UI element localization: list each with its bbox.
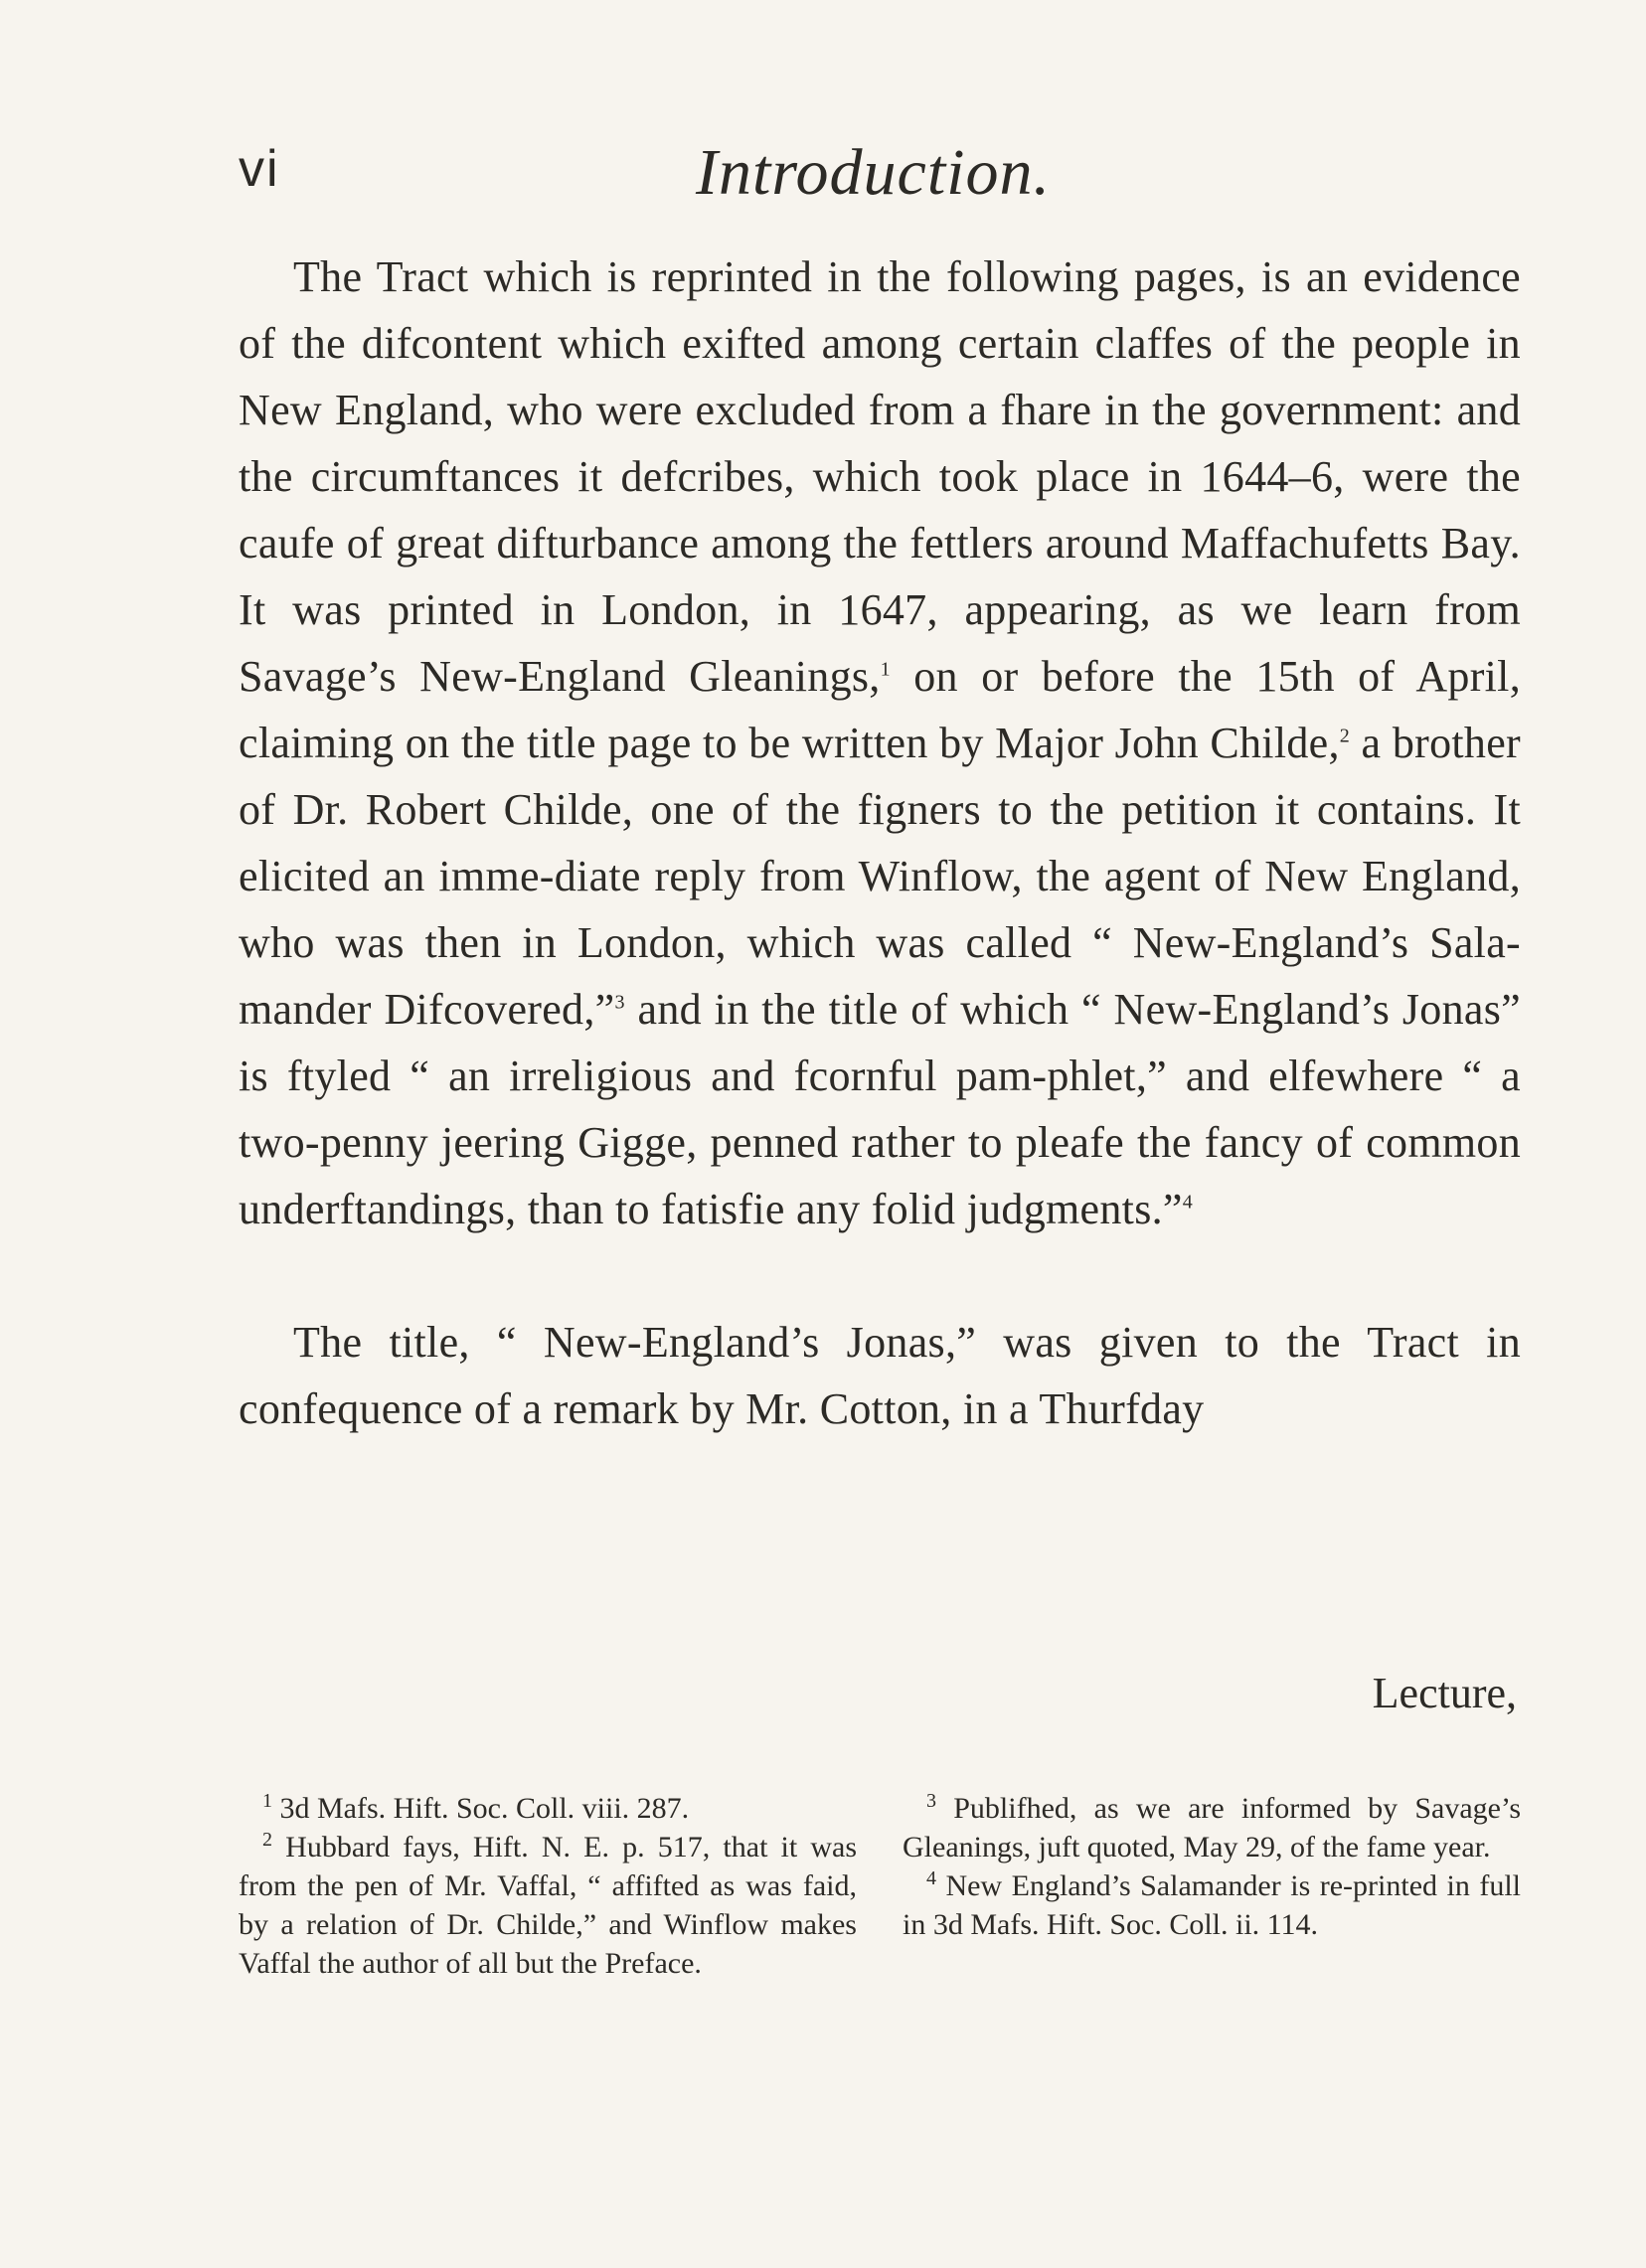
- footnote-text: Hubbard fays, Hift. N. E. p. 517, that it was from the pen of Mr. Vaffal, “ affifted as was faid, by a relation of Dr. Childe,” and Winflow makes Vaffal the author of all but the Preface.: [239, 1831, 858, 1980]
- footnote: [239, 1828, 857, 1983]
- footnote-column-right: [903, 1789, 1521, 1983]
- footnote-number: 3: [926, 1790, 936, 1812]
- text-segment: on or before the 15th of April, claiming on the title page to be written by Major John Childe,: [239, 652, 1521, 767]
- paragraph: [239, 1309, 1521, 1442]
- footnote-reference: 4: [1182, 1191, 1194, 1214]
- page-number: vi: [239, 140, 280, 198]
- text-segment: and in the title of which “ New-England’s Jonas” is ftyled “ an irreligious and fcornful pam-phlet,” and elfewhere “ a two-penny jeering Gigge, penned rather to pleafe the fancy of common underftandings, than to fatisfie any folid judgments.”: [239, 985, 1521, 1233]
- footnotes: [239, 1789, 1521, 1983]
- footnote: [903, 1789, 1521, 1866]
- footnote: [903, 1866, 1521, 1944]
- paragraph: [239, 243, 1521, 1242]
- footnote-text: Publifhed, as we are informed by Savage’s Gleanings, juft quoted, May 29, of the fame year.: [903, 1792, 1521, 1863]
- footnote-text: 3d Mafs. Hift. Soc. Coll. viii. 287.: [279, 1792, 690, 1825]
- footnote-number: 1: [262, 1790, 272, 1812]
- footnote-reference: 1: [880, 658, 891, 681]
- body-text: [239, 243, 1521, 1442]
- text-segment: The Tract which is reprinted in the following pages, is an evidence of the difcontent which exifted among certain claffes of the people in New England, who were excluded from a fhare in the government: and the circumftances it defcribes, which took place in 1644–6, were the caufe of great difturbance among the fettlers around Maffachufetts Bay. It was printed in London, in 1647, appearing, as we learn from Savage’s New-England Gleanings,: [239, 252, 1521, 701]
- footnote: [239, 1789, 857, 1828]
- footnote-text: New England’s Salamander is re-printed in full in 3d Mafs. Hift. Soc. Coll. ii. 114.: [903, 1869, 1522, 1941]
- catch-word: Lecture,: [1372, 1669, 1517, 1717]
- text-segment: The title, “ New-England’s Jonas,” was given to the Tract in confequence of a remark by Mr. Cotton, in a Thurfday: [239, 1318, 1521, 1433]
- page-header: [239, 136, 1392, 219]
- footnote-reference: 3: [614, 991, 625, 1014]
- footnote-reference: 2: [1339, 725, 1351, 747]
- footnote-number: 2: [262, 1829, 272, 1851]
- footnote-number: 4: [926, 1867, 936, 1889]
- text-segment: a brother of Dr. Robert Childe, one of the figners to the petition it contains. It elicited an imme-diate reply from Winflow, the agent of New England, who was then in London, which was called “ New-England’s Sala-mander Difcovered,”: [239, 719, 1521, 1034]
- running-title: Introduction.: [696, 136, 1052, 209]
- footnote-column-left: [239, 1789, 857, 1983]
